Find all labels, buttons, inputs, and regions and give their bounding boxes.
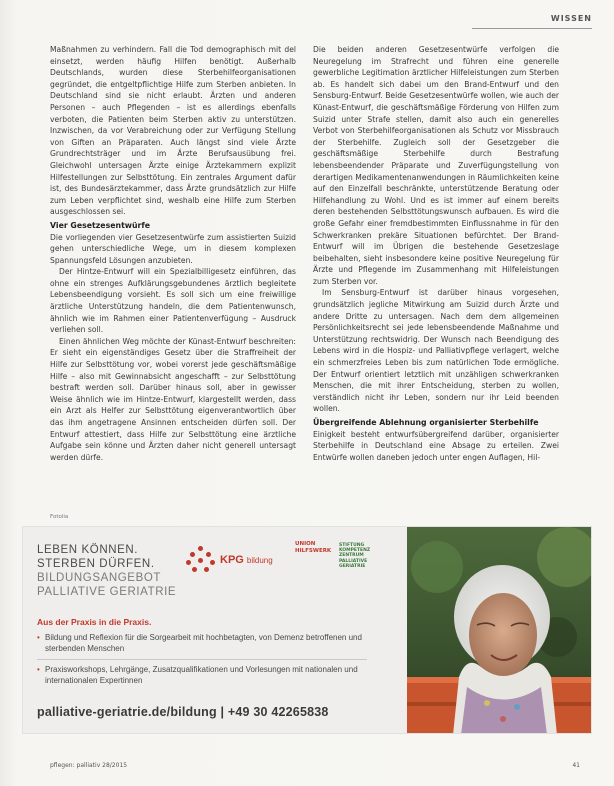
elderly-woman-photo — [407, 527, 592, 734]
ad-bullet-list — [37, 633, 387, 654]
paragraph: Die vorliegenden vier Gesetzesentwürfe zum assistierten Suizid gehen unterschiedliche Wege, um in diesem komplexen Spannungsfeld Lösungen anzubieten. — [50, 232, 296, 265]
advertisement[interactable] — [22, 526, 592, 734]
paragraph: Einigkeit besteht entwurfsübergreifend darüber, organisierter Sterbehilfe in Deutschland eine Absage zu erteilen. Zwei Entwürfe wollen daneben jedoch unter engen Auflagen, Hil- — [313, 429, 559, 462]
section-rule — [472, 28, 592, 29]
page-number: 41 — [572, 762, 580, 769]
ad-subheadline-line: PALLIATIVE GERIATRIE — [37, 586, 177, 598]
paragraph: Die beiden anderen Gesetzesentwürfe verfolgen die Neuregelung im Strafrecht und führen eine generelle gewerbliche Legitimation ärztlicher Hilfeleistungen zum Sterben ab. Es handelt sich dabei um den Brand-Entwurf und den Sensburg-Entwurf. Beide Gesetzesentwürfe wollen, wie auch der Künast-Entwurf, die geschäftsmäßige Förderung von Hilfen zum Suizid unter Strafe stellen, damit also auch ein generelles Verbot von Sterbehilfeorganisationen als Schutz vor Missbrauch der Sterbehilfe. Zugleich soll der Gesetzgeber die geschäftsmäßige Sterbehilfe durch Bestrafung lebensbeendender Präparate und Zuverfügungstellung von derartigen Medikamentenanwendungen in Räumlichkeiten keine auf den Einzelfall beschränkte, unterstützende Beratung oder Hilfehandlung zu Wohl. Und es ist immer auf einem bereits deren bestehenden Selbsttötungswunsch aufbauen. Es wird die große Gefahr einer fremdbestimmten Einflussnahme in für den Schwerkranken prekäre Situationen befürchtet. Der Brand-Entwurf will im Übrigen die bestehende Gesetzeslage beibehalten, sieht insbesondere keine positive Neuregelung für Ärzte und Pflegende im Zusammenhang mit Hilfeleistungen zum Sterben vor. — [313, 45, 559, 286]
ad-headline-line: LEBEN KÖNNEN. — [37, 544, 139, 556]
ad-subheadline-line: BILDUNGSANGEBOT — [37, 572, 162, 584]
subheading: Vier Gesetzesentwürfe — [50, 220, 151, 230]
right-column — [313, 44, 559, 463]
ad-divider — [37, 659, 367, 660]
subheading: Übergreifende Ablehnung organisierter Sterbehilfe — [313, 418, 539, 427]
kpg-logo — [186, 545, 306, 575]
footer-publication: pflegen: palliativ 28/2015 — [50, 762, 128, 769]
ad-bullet: • Praxisworkshops, Lehrgänge, Zusatzqualifikationen und Vorlesungen mit nationalen und internationalen Expertinnen — [37, 665, 387, 686]
stiftung-logo: STIFTUNG KOMPETENZ ZENTRUM PALLIATIVE GERIATRIE — [339, 543, 371, 569]
partner-logos — [295, 541, 385, 575]
kpg-logo-text: KPG bildung — [220, 554, 273, 566]
paragraph: Im Sensburg-Entwurf ist darüber hinaus vorgesehen, grundsätzlich jegliche Mitwirkung am Suizid durch Ärzte und andere Dritte zu untersagen. Nach dem dem allgemeinen Persönlichkeitsrecht sei jede lebensbeendende Maßnahme und Unterstützung rechtswidrig. Der Wunsch nach Beendigung des Lebens wird in die Hospiz- und Palliativpflege verlagert, welche ein schmerzfreies Leben bis zum natürlichen Tode ermögliche. Der Entwurf orientiert letztlich mit unzähligen schwerkranken Menschen, die mit ihrer Entscheidung, sterben zu wollen, verständlich nicht ihr Leben, sondern nur ihr Leid beenden wollen. — [313, 288, 559, 414]
paragraph: Einen ähnlichen Weg möchte der Künast-Entwurf beschreiten: Er sieht ein eigenständiges Gesetz über die Straffreiheit der Hilfe zur Selbsttötung vor, wobei vorerst jede geschäftsmäßige Hilfe – also mit Gewinnabsicht angeschafft – zur Selbsttötung bestraft werden soll. Darüber hinaus soll, aber in gewisser Weise ähnlich wie im Hintze-Entwurf, klargestellt werden, dass ein Arzt als Helfer zur Selbsttötung eigenverantwortlich über das ihm angetragene Ansinnen entscheiden dürfen soll. Der Entwurf attestiert, dass Hilfe zur Selbsttötung eine ärztliche Aufgabe sein könne und Ärzten daher nicht generell untersagt werden dürfe. — [50, 336, 296, 462]
section-label: WISSEN — [550, 14, 592, 23]
ad-body — [37, 617, 387, 691]
paragraph: Maßnahmen zu verhindern. Fall die Tod demographisch mit del einsetzt, werden häufig Hilfen benötigt. Außerhalb Deutschlands, wurden diese Sterbehilfeorganisationen gegründet, die entgeltpflichtige Hilfe zum Sterben anbieten. In Deutschland sind sie nicht erlaubt. Ärzten und anderen Personen – auch Pflegenden – ist es allerdings ebenfalls verboten, die Patienten beim Sterben aktiv zu unterstützen. Inzwischen, da vor Verabreichung oder zur Verfügung Stellung von Giften an Präparaten. Auch längst sind viele Ärzte Grundrechtsträger und im Ärzte Berufsausübung frei. Gleichwohl untersagen Ärzte einige Ärztekammern explizit Hilfestellungen zur Selbsttötung. Ein zentrales Argument dafür ist, des Bundesärztekammer, dass Ärzte grundsätzlich zur Hilfe zum Leben verpflichtet sind, weshalb eine Hilfe zum Sterben ausgeschlossen sei. — [50, 45, 296, 217]
ad-bullet: • Bildung und Reflexion für die Sorgearbeit mit hochbetagten, von Demenz betroffenen und sterbenden Menschen — [37, 633, 387, 654]
ad-headline-line: STERBEN DÜRFEN. — [37, 558, 155, 570]
ad-bullet-list — [37, 665, 387, 686]
union-hilfswerk-logo: UNION HILFSWERK — [295, 541, 332, 554]
kpg-dots-icon — [186, 545, 216, 575]
left-column — [50, 44, 296, 463]
photo-credit: Fotolia — [50, 514, 69, 520]
paragraph: Der Hintze-Entwurf will ein Spezialbilligesetz einführen, das ohne ein strenges Aufklärungsgebundenes ärztlich begleitete Lebensbeendigung vorsieht. Es soll sich um eine freiwillige ärztliche Unterstützung handeln, die dem Patientenwunsch, ähnlich wie im Rahmen einer Patientenverfügung – Ausdruck verliehen soll. — [50, 267, 296, 335]
ad-contact-link[interactable]: palliative-geriatrie.de/bildung | +49 30 42265838 — [37, 705, 329, 719]
ad-intro: Aus der Praxis in die Praxis. — [37, 617, 152, 627]
